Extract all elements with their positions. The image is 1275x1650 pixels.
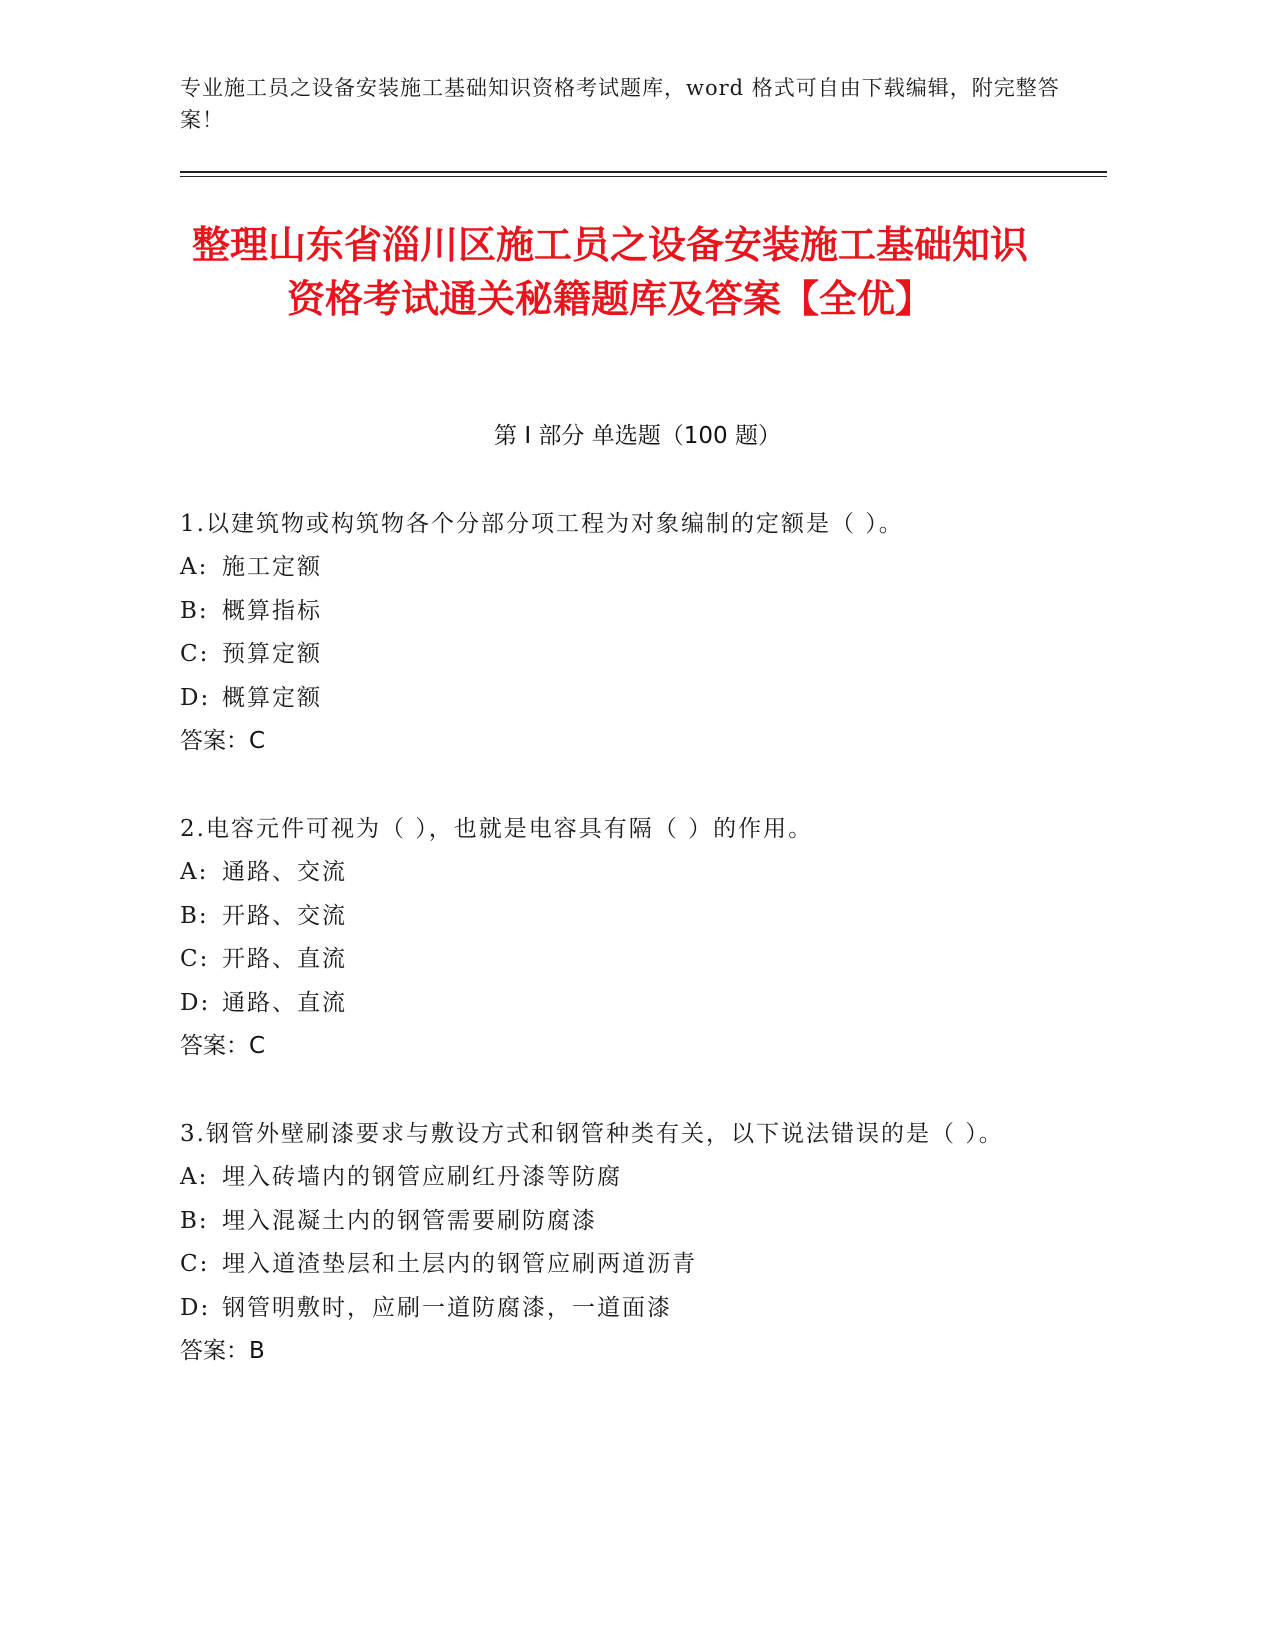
question-stem: 3.钢管外壁刷漆要求与敷设方式和钢管种类有关，以下说法错误的是（ ）。 (180, 1121, 1004, 1147)
option-letter: D: (180, 989, 211, 1016)
option-c (180, 633, 1060, 677)
option-letter: D: (180, 1294, 211, 1321)
option-a (180, 851, 1060, 895)
option-text: 埋入道渣垫层和土层内的钢管应刷两道沥青 (222, 1251, 697, 1277)
option-text: 预算定额 (222, 641, 322, 667)
question-1 (180, 503, 1060, 764)
option-b (180, 1200, 1060, 1244)
header-rule-thin (180, 176, 1107, 177)
option-letter: C: (180, 946, 210, 972)
option-letter: A: (180, 859, 209, 885)
section-title: 第 I 部分 单选题（100 题） (494, 423, 781, 449)
option-text: 概算指标 (222, 597, 322, 624)
option-d (180, 982, 1060, 1026)
option-letter: A: (180, 1164, 209, 1190)
option-text: 概算定额 (222, 684, 322, 711)
option-letter: B: (180, 902, 209, 929)
option-d (180, 1287, 1060, 1331)
option-text: 钢管明敷时，应刷一道防腐漆，一道面漆 (222, 1294, 672, 1321)
option-letter: C: (180, 1251, 210, 1277)
option-text: 开路、直流 (222, 946, 347, 972)
header-note: 专业施工员之设备安装施工基础知识资格考试题库，word 格式可自由下载编辑，附完整答案！ (180, 76, 1060, 132)
answer-line: 答案：C (180, 728, 266, 754)
document-title: 整理山东省淄川区施工员之设备安装施工基础知识资格考试通关秘籍题库及答案【全优】 (191, 223, 1028, 321)
option-letter: B: (180, 1207, 209, 1234)
option-letter: C: (180, 641, 210, 667)
option-c (180, 938, 1060, 982)
option-text: 施工定额 (222, 554, 322, 580)
option-letter: A: (180, 554, 209, 580)
option-a (180, 546, 1060, 590)
option-text: 通路、交流 (222, 859, 347, 885)
question-stem: 2.电容元件可视为（ ），也就是电容具有隔（ ）的作用。 (180, 816, 814, 842)
question-3 (180, 1113, 1060, 1374)
option-c (180, 1243, 1060, 1287)
question-2 (180, 808, 1060, 1069)
option-text: 通路、直流 (222, 989, 347, 1016)
option-text: 埋入砖墙内的钢管应刷红丹漆等防腐 (222, 1164, 622, 1190)
option-text: 开路、交流 (222, 902, 347, 929)
option-b (180, 590, 1060, 634)
option-b (180, 895, 1060, 939)
option-a (180, 1156, 1060, 1200)
option-letter: D: (180, 684, 211, 711)
option-letter: B: (180, 597, 209, 624)
option-text: 埋入混凝土内的钢管需要刷防腐漆 (222, 1207, 597, 1234)
question-stem: 1.以建筑物或构筑物各个分部分项工程为对象编制的定额是（ ）。 (180, 511, 904, 537)
answer-line: 答案：B (180, 1338, 265, 1364)
answer-line: 答案：C (180, 1033, 266, 1059)
header-rule-thick (180, 171, 1107, 173)
option-d (180, 677, 1060, 721)
